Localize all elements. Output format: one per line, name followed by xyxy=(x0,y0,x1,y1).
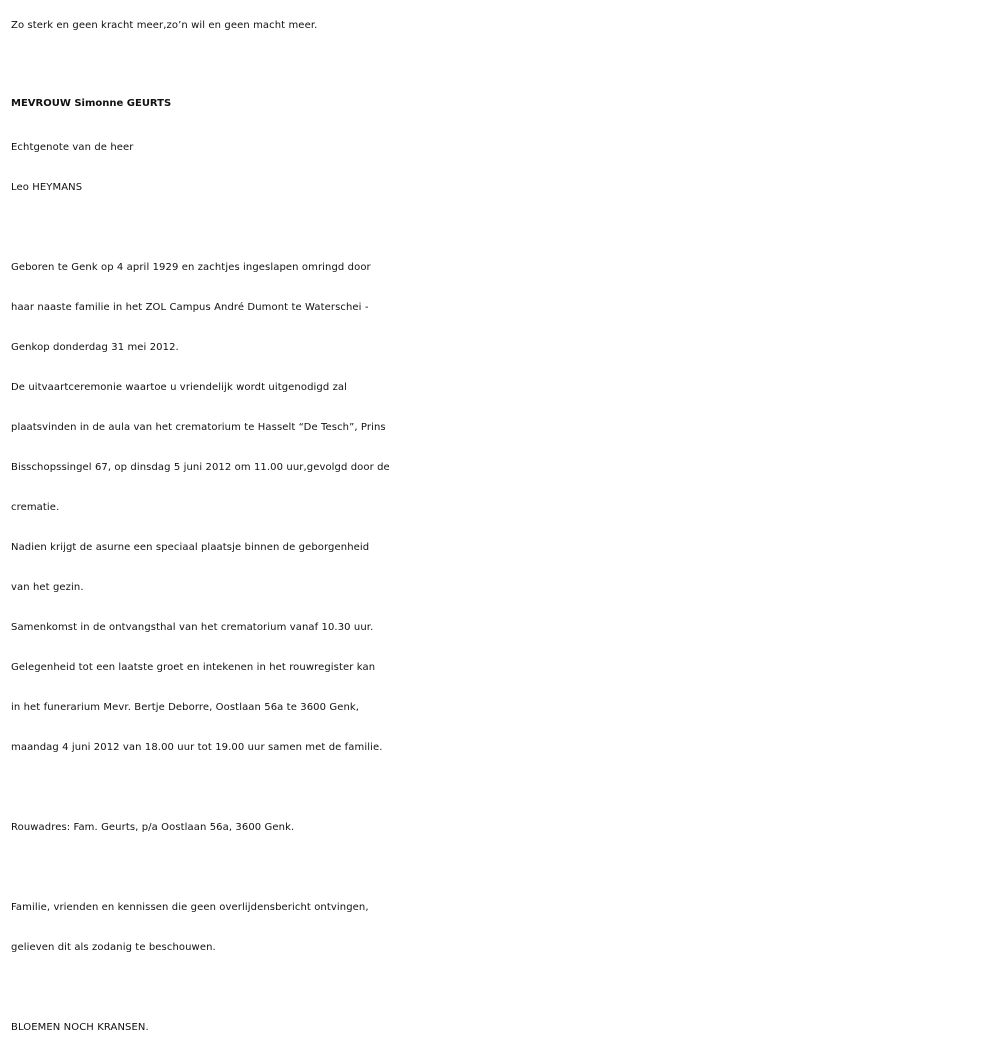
body-paragraphs xyxy=(11,248,991,768)
body-line: van het gezin. xyxy=(11,582,84,593)
body-line: crematie. xyxy=(11,502,60,513)
deceased-name-title: MEVROUW Simonne GEURTS xyxy=(11,98,172,109)
body-line: Bisschopssingel 67, op dinsdag 5 juni 2012 om 11.00 uur,gevolgd door de xyxy=(11,462,390,473)
body-line: in het funerarium Mevr. Bertje Deborre, Oostlaan 56a te 3600 Genk, xyxy=(11,702,360,713)
body-line: De uitvaartceremonie waartoe u vriendelijk wordt uitgenodigd zal xyxy=(11,382,348,393)
notice-line: Familie, vrienden en kennissen die geen overlijdensbericht ontvingen, xyxy=(11,902,369,913)
body-line: Genkop donderdag 31 mei 2012. xyxy=(11,342,179,353)
body-line: Gelegenheid tot een laatste groet en intekenen in het rouwregister kan xyxy=(11,662,376,673)
notice-line: gelieven dit als zodanig te beschouwen. xyxy=(11,942,216,953)
body-line: haar naaste familie in het ZOL Campus André Dumont te Waterschei - xyxy=(11,302,369,313)
obituary-document xyxy=(11,0,991,1048)
closing-statement: BLOEMEN NOCH KRANSEN. xyxy=(11,1022,149,1033)
spacer xyxy=(11,208,991,248)
body-line: plaatsvinden in de aula van het crematorium te Hasselt “De Tesch”, Prins xyxy=(11,422,386,433)
body-line: maandag 4 juni 2012 van 18.00 uur tot 19.00 uur samen met de familie. xyxy=(11,742,383,753)
memorial-quote: Zo sterk en geen kracht meer,zo’n wil en geen macht meer. xyxy=(11,20,318,31)
spacer xyxy=(11,768,991,808)
spouse-line: Leo HEYMANS xyxy=(11,182,83,193)
body-line: Samenkomst in de ontvangsthal van het crematorium vanaf 10.30 uur. xyxy=(11,622,374,633)
spouse-block xyxy=(11,128,991,208)
spacer xyxy=(11,968,991,1008)
notice-block xyxy=(11,888,991,968)
body-line: Nadien krijgt de asurne een speciaal plaatsje binnen de geborgenheid xyxy=(11,542,370,553)
spacer xyxy=(11,848,991,888)
spouse-line: Echtgenote van de heer xyxy=(11,142,134,153)
body-line: Geboren te Genk op 4 april 1929 en zachtjes ingeslapen omringd door xyxy=(11,262,371,273)
mourning-address: Rouwadres: Fam. Geurts, p/a Oostlaan 56a, 3600 Genk. xyxy=(11,822,295,833)
